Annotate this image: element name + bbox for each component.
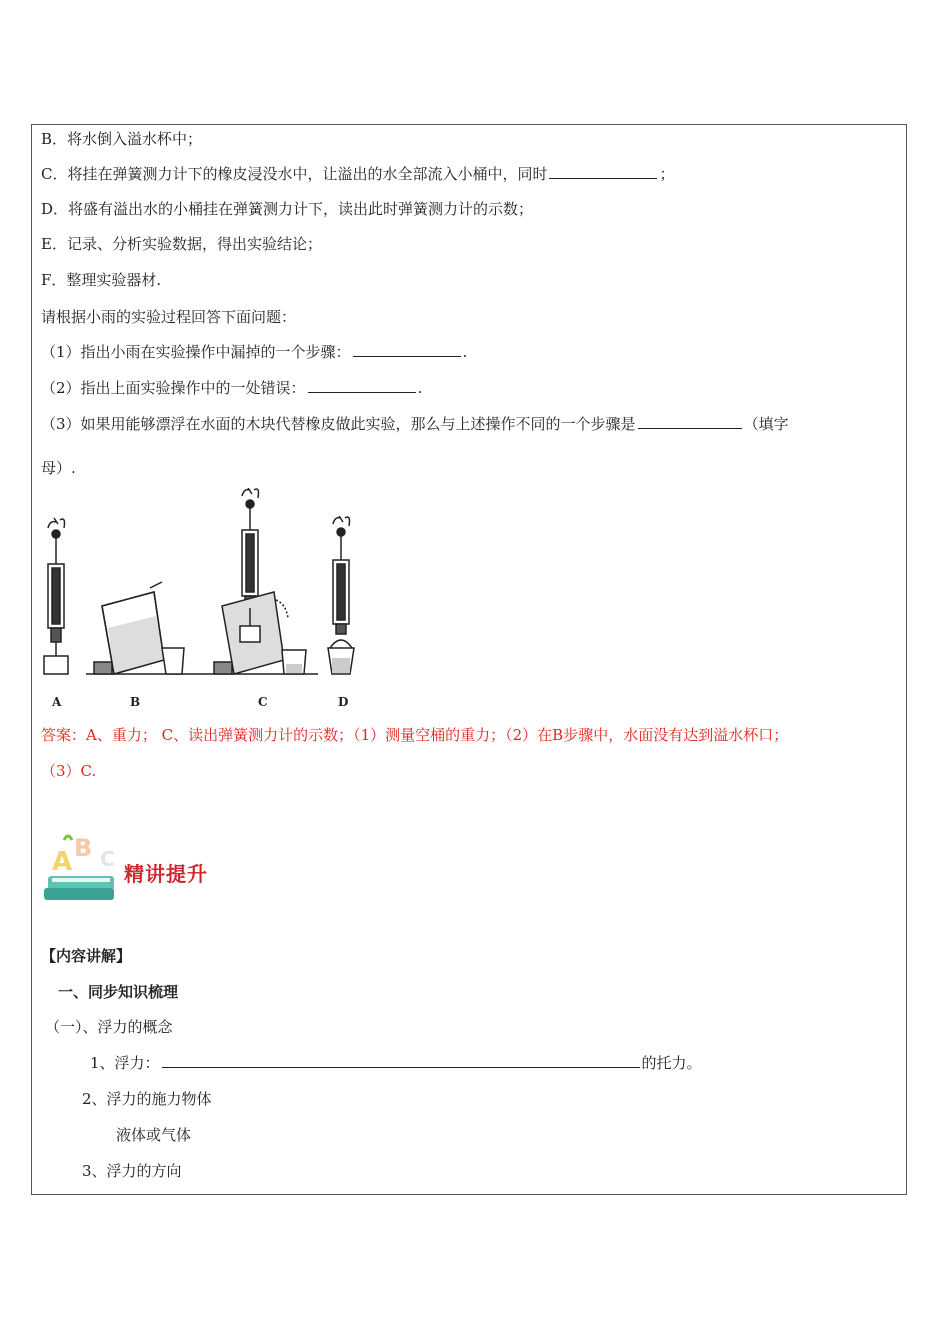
item-1-end: 的托力。 bbox=[641, 1054, 702, 1072]
answer-line-2: （3）C. bbox=[41, 762, 97, 780]
figure-d-bucket bbox=[328, 516, 354, 674]
answer-blank-c[interactable] bbox=[549, 164, 657, 179]
question-1-end: . bbox=[462, 343, 468, 361]
figure-b-overflow-cup bbox=[86, 582, 212, 674]
question-3-end: （填字 bbox=[743, 415, 789, 433]
question-2-end: . bbox=[417, 379, 423, 397]
question-3-text: （3）如果用能够漂浮在水面的木块代替橡皮做此实验，那么与上述操作不同的一个步骤是 bbox=[41, 415, 636, 433]
item-1-label: 1、浮力： bbox=[90, 1054, 160, 1072]
figure-label-d: D bbox=[338, 695, 349, 709]
content-heading: 【内容讲解】 bbox=[41, 947, 132, 965]
step-c-end: ； bbox=[659, 165, 675, 183]
step-f: F．整理实验器材. bbox=[41, 271, 162, 289]
question-2-text: （2）指出上面实验操作中的一处错误： bbox=[41, 379, 306, 397]
step-b: B．将水倒入溢水杯中； bbox=[41, 130, 203, 148]
answer-line-1: 答案：A、重力； C、读出弹簧测力计的示数；（1）测量空桶的重力；（2）在B步骤中，水面没有达到溢水杯口； bbox=[41, 726, 789, 744]
item-1 bbox=[90, 1053, 702, 1073]
item-3: 3、浮力的方向 bbox=[82, 1162, 182, 1180]
experiment-figure bbox=[38, 488, 378, 714]
answer-blank-q2[interactable] bbox=[308, 378, 416, 393]
question-1 bbox=[41, 342, 467, 362]
figure-label-b: B bbox=[130, 695, 141, 709]
figure-label-c: C bbox=[258, 695, 268, 709]
abc-books-icon bbox=[42, 826, 126, 910]
banner-letter-a: A bbox=[52, 847, 73, 877]
item-2-detail: 液体或气体 bbox=[116, 1126, 192, 1144]
banner-letter-c: C bbox=[100, 847, 115, 871]
answer-blank-buoyancy[interactable] bbox=[162, 1053, 640, 1068]
step-e: E．记录、分析实验数据，得出实验结论； bbox=[41, 235, 322, 253]
figure-label-a: A bbox=[52, 695, 62, 709]
subsection-title: （一）、浮力的概念 bbox=[45, 1018, 173, 1036]
figure-a-scale bbox=[44, 518, 68, 674]
item-2: 2、浮力的施力物体 bbox=[82, 1090, 212, 1108]
question-2 bbox=[41, 378, 422, 398]
figure-c-submerged bbox=[212, 488, 318, 674]
banner-title: 精讲提升 bbox=[124, 862, 208, 886]
question-prompt: 请根据小雨的实验过程回答下面问题： bbox=[41, 308, 297, 326]
question-3-continued: 母）. bbox=[41, 459, 76, 477]
question-3 bbox=[41, 414, 789, 434]
step-c-text: C．将挂在弹簧测力计下的橡皮浸没水中，让溢出的水全部流入小桶中，同时 bbox=[41, 165, 548, 183]
section-title: 一、同步知识梳理 bbox=[58, 983, 179, 1001]
banner-letter-b: B bbox=[74, 834, 93, 862]
answer-blank-q1[interactable] bbox=[353, 342, 461, 357]
answer-blank-q3[interactable] bbox=[638, 414, 742, 429]
step-d: D．将盛有溢出水的小桶挂在弹簧测力计下，读出此时弹簧测力计的示数； bbox=[41, 200, 534, 218]
step-c bbox=[41, 164, 675, 184]
question-1-text: （1）指出小雨在实验操作中漏掉的一个步骤： bbox=[41, 343, 351, 361]
